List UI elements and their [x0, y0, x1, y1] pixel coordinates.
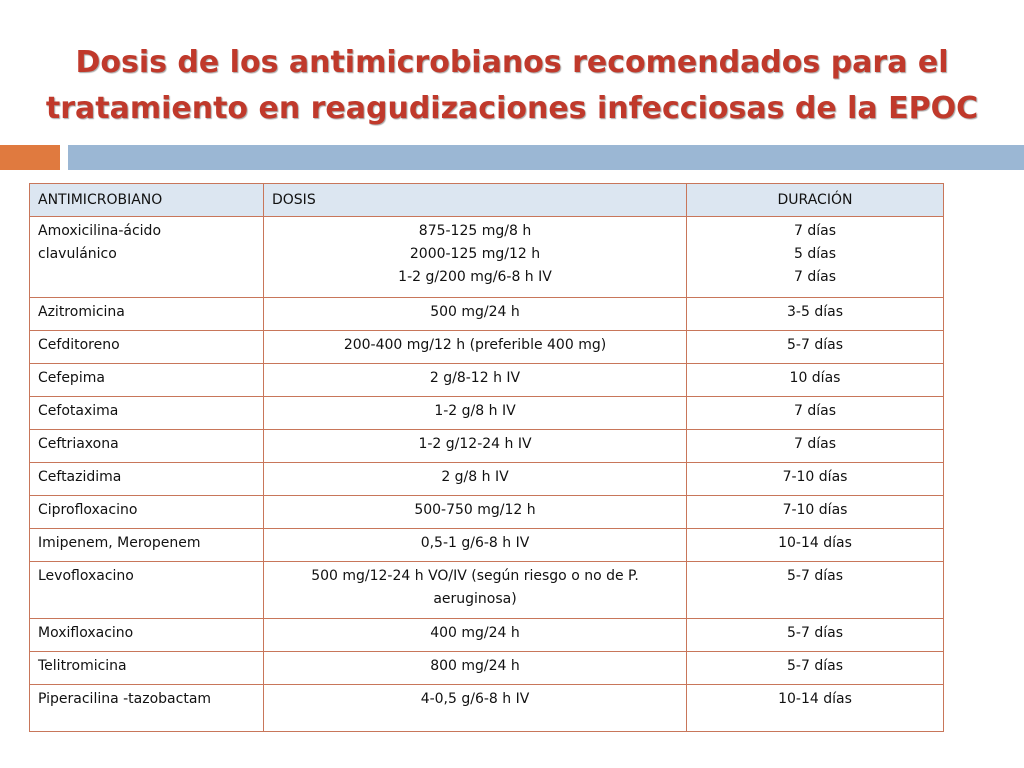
- dose-cell: 4-0,5 g/6-8 h IV: [264, 685, 687, 732]
- table-row: [30, 331, 944, 364]
- table-row: [30, 619, 944, 652]
- drug-cell: Cefotaxima: [30, 397, 264, 430]
- dose-table: [29, 183, 944, 732]
- header-antimicrobiano: ANTIMICROBIANO: [30, 184, 264, 217]
- duration-cell: [687, 217, 944, 298]
- duration-cell: 5-7 días: [687, 652, 944, 685]
- title-line-1: Dosis de los antimicrobianos recomendados para el: [75, 45, 949, 80]
- drug-cell: Ceftazidima: [30, 463, 264, 496]
- dose-cell: 2 g/8-12 h IV: [264, 364, 687, 397]
- drug-cell: Moxifloxacino: [30, 619, 264, 652]
- dose-text: 1-2 g/200 mg/6-8 h IV: [398, 269, 552, 285]
- duration-cell: 7-10 días: [687, 496, 944, 529]
- drug-cell: Cefepima: [30, 364, 264, 397]
- drug-text: clavulánico: [38, 246, 117, 262]
- drug-cell: Cefditoreno: [30, 331, 264, 364]
- dose-cell: [264, 217, 687, 298]
- duration-cell: 10-14 días: [687, 529, 944, 562]
- duration-cell: 7 días: [687, 430, 944, 463]
- duration-cell: 5-7 días: [687, 562, 944, 619]
- duration-cell: 5-7 días: [687, 619, 944, 652]
- duration-cell: 7 días: [687, 397, 944, 430]
- header-dosis: DOSIS: [264, 184, 687, 217]
- duration-text: 5 días: [793, 246, 836, 262]
- drug-cell: Piperacilina -tazobactam: [30, 685, 264, 732]
- drug-cell: Azitromicina: [30, 298, 264, 331]
- duration-text: 7 días: [793, 269, 836, 285]
- table-row: [30, 562, 944, 619]
- duration-cell: 10 días: [687, 364, 944, 397]
- dose-cell: 400 mg/24 h: [264, 619, 687, 652]
- table-row: [30, 685, 944, 732]
- dose-cell: 1-2 g/8 h IV: [264, 397, 687, 430]
- duration-cell: 5-7 días: [687, 331, 944, 364]
- drug-text: Amoxicilina-ácido: [38, 223, 162, 239]
- dose-cell: 800 mg/24 h: [264, 652, 687, 685]
- duration-text: 7 días: [793, 223, 836, 239]
- dose-cell: 0,5-1 g/6-8 h IV: [264, 529, 687, 562]
- dose-text: 500 mg/12-24 h VO/IV (según riesgo o no de P.: [311, 568, 639, 584]
- drug-cell: Ceftriaxona: [30, 430, 264, 463]
- drug-cell: Imipenem, Meropenem: [30, 529, 264, 562]
- table-row: [30, 430, 944, 463]
- table-row: [30, 652, 944, 685]
- header-duracion: DURACIÓN: [687, 184, 944, 217]
- table-header-row: [30, 184, 944, 217]
- dose-cell: 1-2 g/12-24 h IV: [264, 430, 687, 463]
- dose-cell: [264, 562, 687, 619]
- accent-bar-orange: [0, 145, 60, 170]
- dose-cell: 200-400 mg/12 h (preferible 400 mg): [264, 331, 687, 364]
- dose-cell: 2 g/8 h IV: [264, 463, 687, 496]
- duration-cell: 10-14 días: [687, 685, 944, 732]
- duration-cell: 7-10 días: [687, 463, 944, 496]
- dose-text: 2000-125 mg/12 h: [409, 246, 541, 262]
- table-row: [30, 298, 944, 331]
- table-row: [30, 397, 944, 430]
- drug-cell: [30, 217, 264, 298]
- table-row: [30, 463, 944, 496]
- table-row: [30, 496, 944, 529]
- duration-cell: 3-5 días: [687, 298, 944, 331]
- dose-cell: 500 mg/24 h: [264, 298, 687, 331]
- drug-cell: Telitromicina: [30, 652, 264, 685]
- table-row: [30, 217, 944, 298]
- table-row: [30, 364, 944, 397]
- dose-text: 875-125 mg/8 h: [418, 223, 532, 239]
- slide-title: [0, 40, 1024, 132]
- drug-cell: Ciprofloxacino: [30, 496, 264, 529]
- dose-text: aeruginosa): [433, 591, 517, 607]
- title-line-2: tratamiento en reagudizaciones infecciosas de la EPOC: [45, 91, 979, 126]
- table-row: [30, 529, 944, 562]
- dose-cell: 500-750 mg/12 h: [264, 496, 687, 529]
- accent-bar-blue: [68, 145, 1024, 170]
- drug-cell: Levofloxacino: [30, 562, 264, 619]
